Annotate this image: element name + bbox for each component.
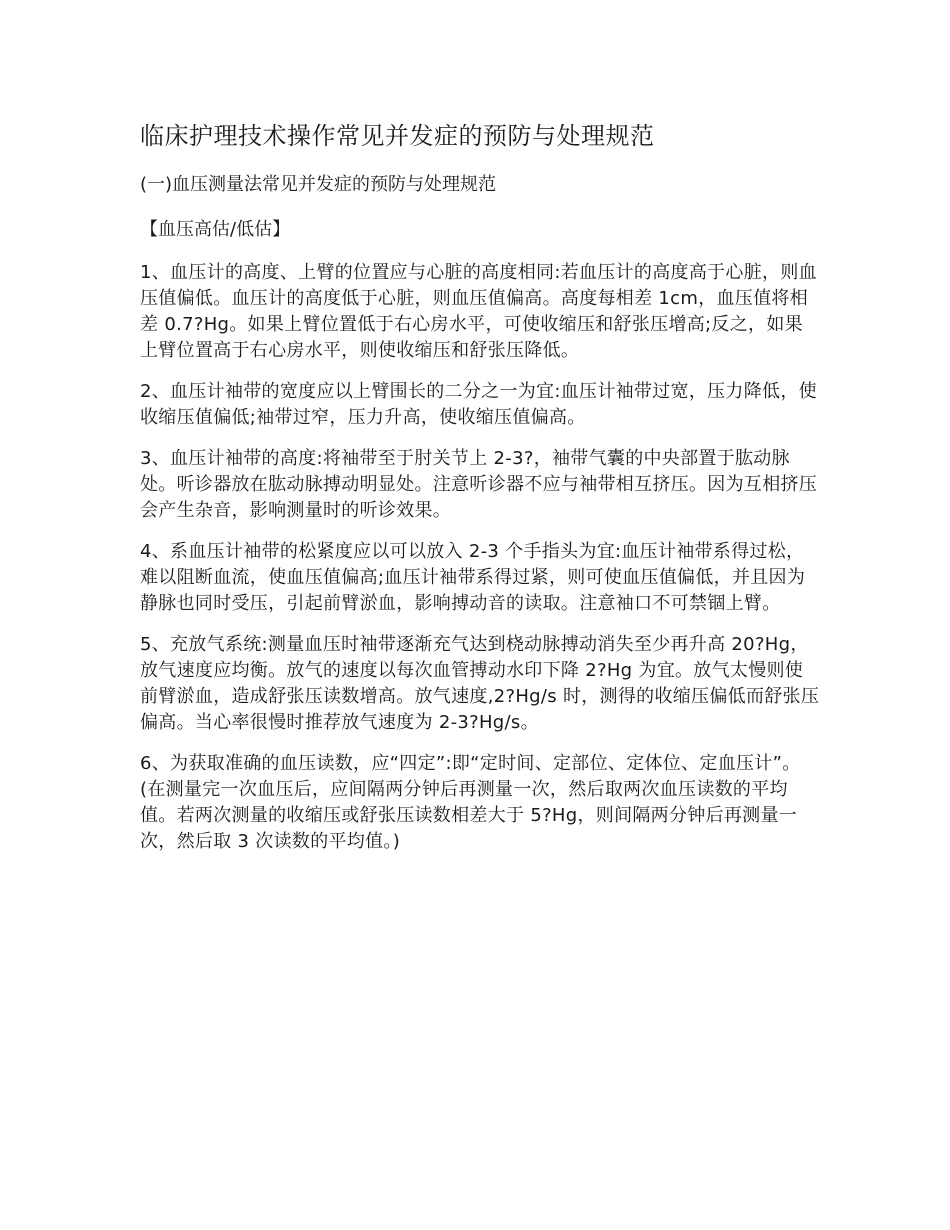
paragraph-2: 2、血压计袖带的宽度应以上臂围长的二分之一为宜:血压计袖带过宽，压力降低，使收缩压值偏低;袖带过窄，压力升高，使收缩压值偏高。 [140, 381, 817, 428]
paragraph-4: 4、系血压计袖带的松紧度应以可以放入 2-3 个手指头为宜:血压计袖带系得过松，难以阻断血流，使血压值偏高;血压计袖带系得过紧，则可使血压值偏低，并且因为静脉也同时受压，引起前臂淤血，影响搏动音的读取。注意袖口不可禁锢上臂。 [140, 541, 806, 614]
paragraph-5: 5、充放气系统:测量血压时袖带逐渐充气达到桡动脉搏动消失至少再升高 20?Hg，放气速度应均衡。放气的速度以每次血管搏动水印下降 2?Hg 为宜。放气太慢则使前臂淤血，造成舒张压读数增高。放气速度,2?Hg/s 时，测得的收缩压偏低而舒张压偏高。当心率很慢时推荐放气速度为 2-3?Hg/s。 [140, 634, 820, 733]
section-heading: (一)血压测量法常见并发症的预防与处理规范 [140, 174, 497, 195]
document-body [140, 118, 820, 870]
paragraph-3: 3、血压计袖带的高度:将袖带至于肘关节上 2-3?，袖带气囊的中央部置于肱动脉处。听诊器放在肱动脉搏动明显处。注意听诊器不应与袖带相互挤压。因为互相挤压会产生杂音，影响测量时的听诊效果。 [140, 448, 818, 521]
paragraph-6: 6、为获取准确的血压读数，应“四定”:即“定时间、定部位、定体位、定血压计”。(在测量完一次血压后，应间隔两分钟后再测量一次，然后取两次血压读数的平均值。若两次测量的收缩压或舒张压读数相差大于 5?Hg，则间隔两分钟后再测量一次，然后取 3 次读数的平均值。) [140, 753, 801, 852]
subheading: 【血压高估/低估】 [140, 219, 291, 240]
paragraph-1: 1、血压计的高度、上臂的位置应与心脏的高度相同:若血压计的高度高于心脏，则血压值偏低。血压计的高度低于心脏，则血压值偏高。高度每相差 1cm，血压值将相差 0.7?Hg。如果上臂位置低于右心房水平，可使收缩压和舒张压增高;反之，如果上臂位置高于右心房水平，则使收缩压和舒张压降低。 [140, 262, 817, 361]
document-title: 临床护理技术操作常见并发症的预防与处理规范 [140, 122, 655, 150]
